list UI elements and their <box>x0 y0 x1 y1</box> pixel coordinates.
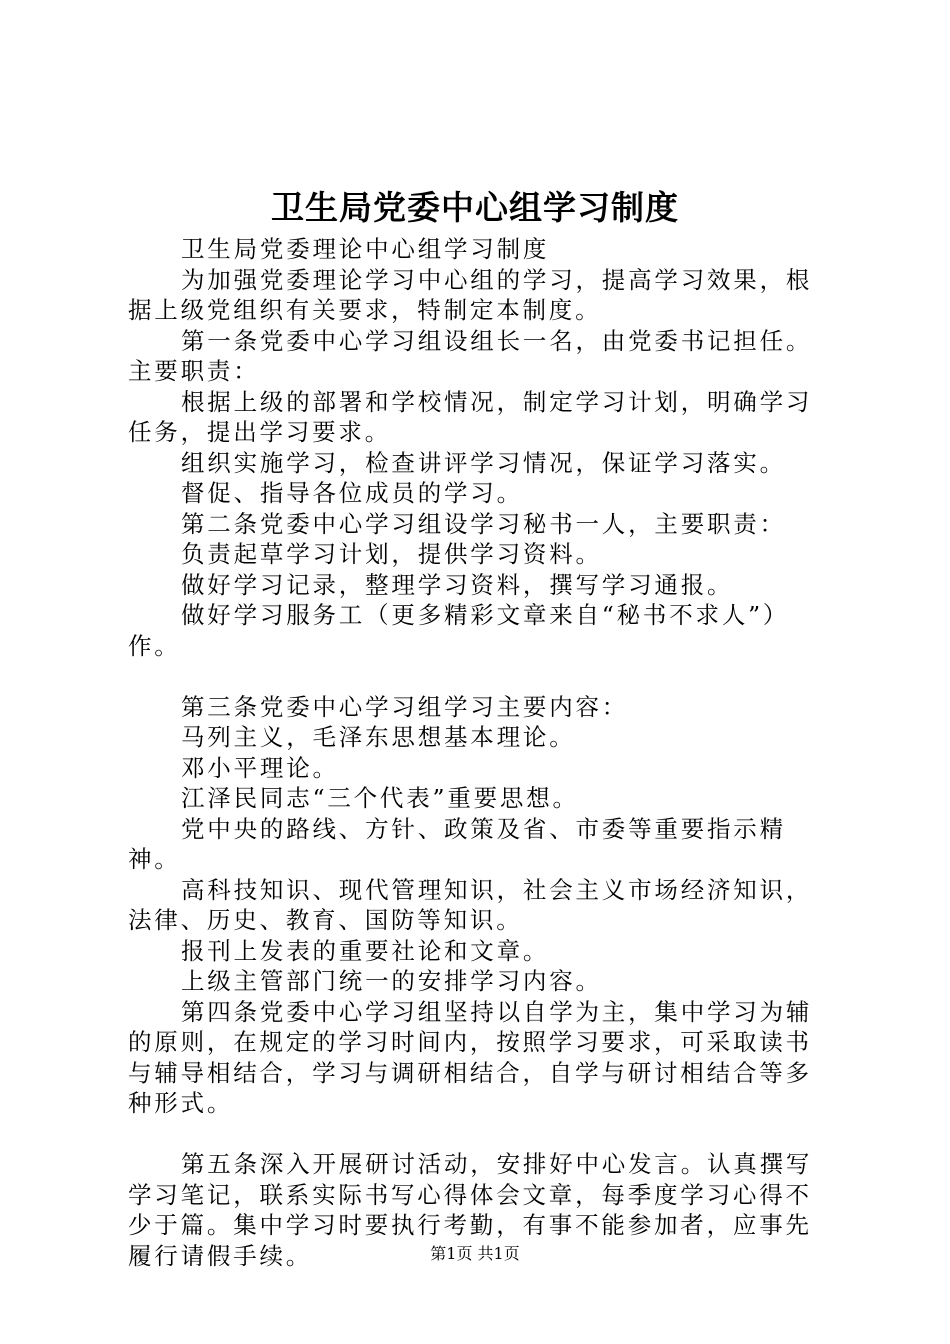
paragraph-duty: 组织实施学习，检查讲评学习情况，保证学习落实。 <box>181 448 786 477</box>
paragraph-content-item: 上级主管部门统一的安排学习内容。 <box>181 967 602 995</box>
paragraph-duty: 做好学习记录，整理学习资料，撰写学习通报。 <box>181 570 734 599</box>
paragraph-duty: 督促、指导各位成员的学习。 <box>181 479 523 507</box>
page-footer: 第1页 共1页 <box>430 1244 520 1263</box>
paragraph-content-item: 报刊上发表的重要社论和文章。 <box>181 936 550 965</box>
paragraph-article-4: 第四条党委中心学习组坚持以自学为主，集中学习为辅的原则，在规定的学习时间内，按照学习要求，可采取读书与辅导相结合，学习与调研相结合，自学与研讨相结合等多种形式。 <box>128 997 813 1117</box>
paragraph-duty: 根据上级的部署和学校情况，制定学习计划，明确学习任务，提出学习要求。 <box>128 387 813 446</box>
document-body <box>128 234 838 1271</box>
paragraph-subtitle: 卫生局党委理论中心组学习制度 <box>181 235 550 263</box>
paragraph-duty: 做好学习服务工（更多精彩文章来自“秘书不求人”）作。 <box>128 601 790 660</box>
paragraph-duty: 负责起草学习计划，提供学习资料。 <box>181 540 602 568</box>
paragraph-intro: 为加强党委理论学习中心组的学习，提高学习效果，根据上级党组织有关要求，特制定本制度。 <box>128 265 813 324</box>
paragraph-content-item: 江泽民同志“三个代表”重要思想。 <box>181 784 579 812</box>
paragraph-content-item: 邓小平理论。 <box>181 753 339 782</box>
paragraph-content-item: 马列主义，毛泽东思想基本理论。 <box>181 723 576 751</box>
paragraph-article-5: 第五条深入开展研讨活动，安排好中心发言。认真撰写学习笔记，联系实际书写心得体会文章，每季度学习心得不少于篇。集中学习时要执行考勤，有事不能参加者，应事先履行请假手续。 <box>128 1150 813 1270</box>
paragraph-content-item: 高科技知识、现代管理知识，社会主义市场经济知识，法律、历史、教育、国防等知识。 <box>128 875 813 934</box>
paragraph-article-2: 第二条党委中心学习组设学习秘书一人，主要职责： <box>181 509 786 538</box>
document-title: 卫生局党委中心组学习制度 <box>271 188 679 227</box>
paragraph-content-item: 党中央的路线、方针、政策及省、市委等重要指示精神。 <box>128 814 786 873</box>
paragraph-article-3: 第三条党委中心学习组学习主要内容： <box>181 692 629 721</box>
paragraph-article-1: 第一条党委中心学习组设组长一名，由党委书记担任。主要职责： <box>128 326 813 385</box>
